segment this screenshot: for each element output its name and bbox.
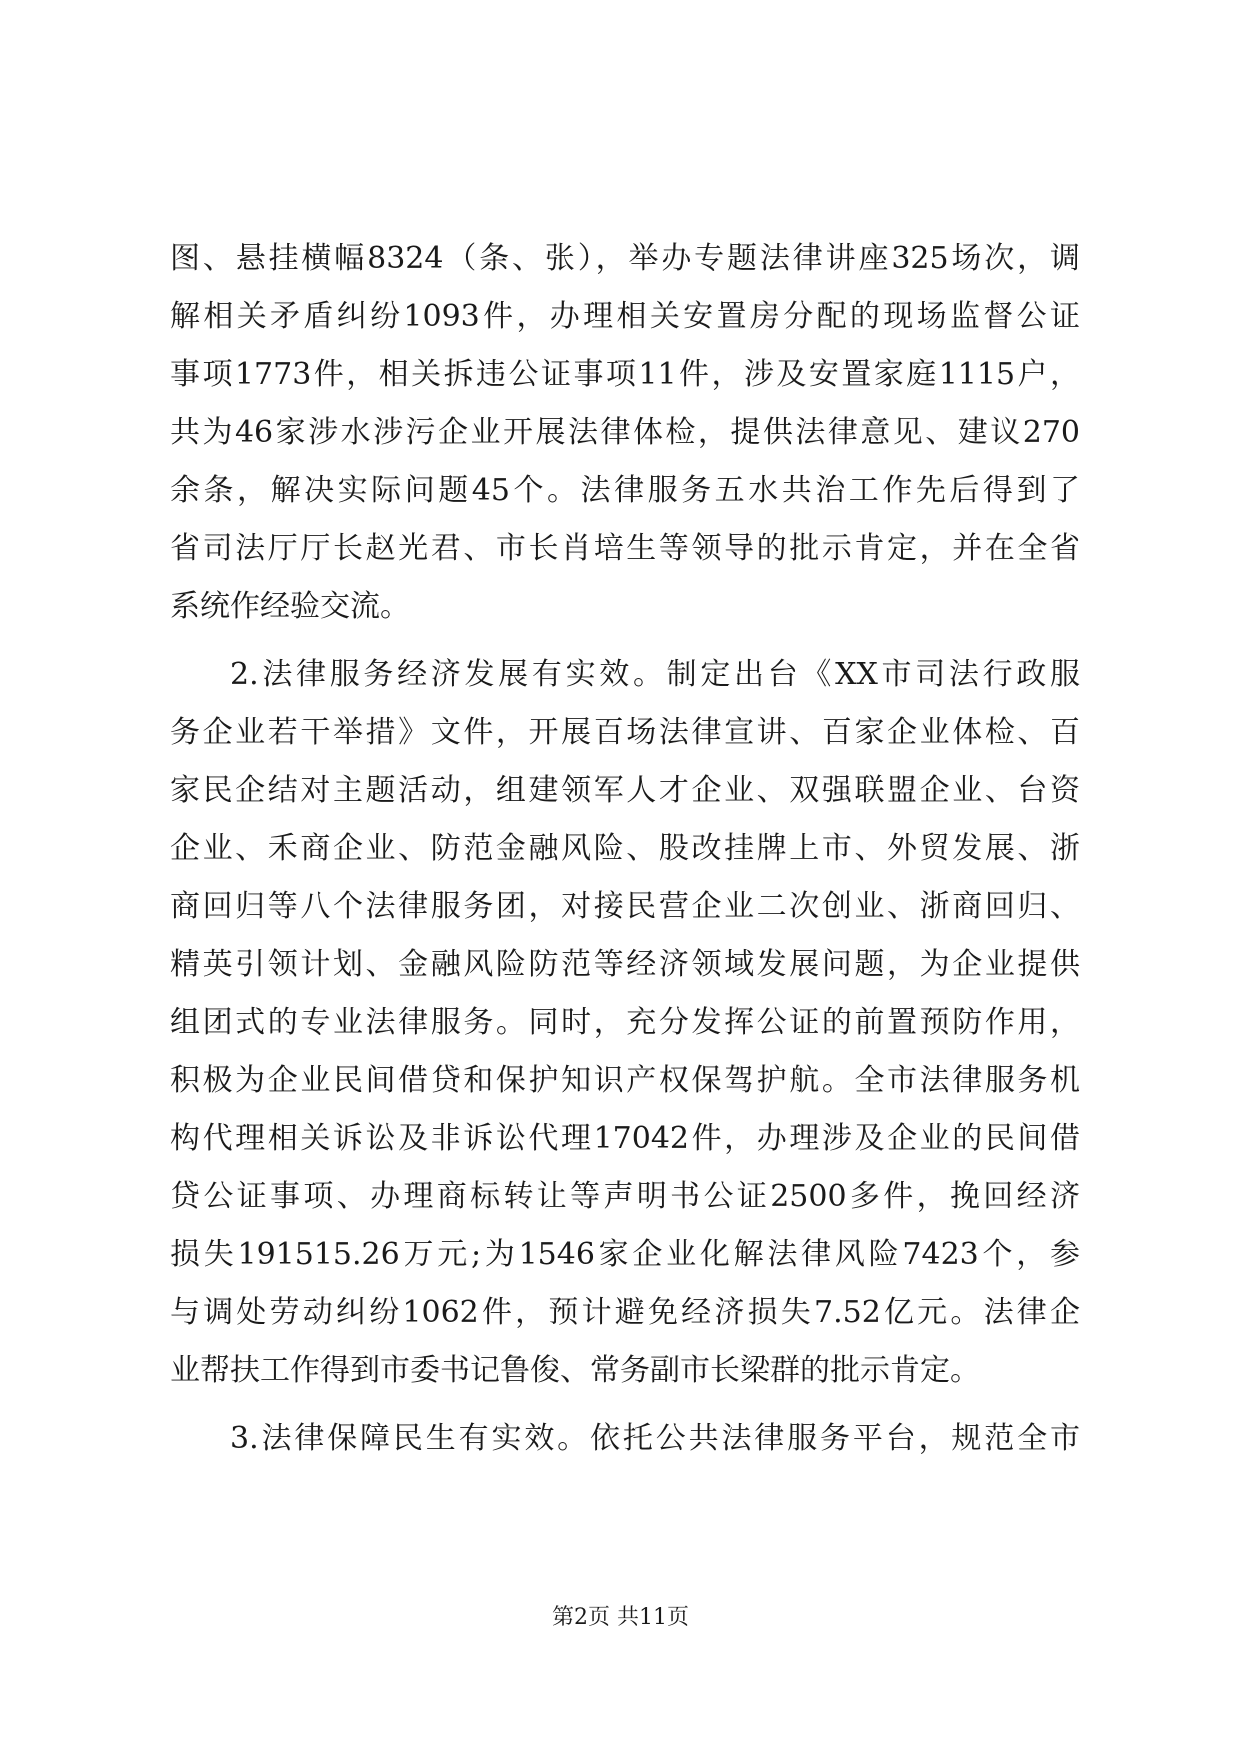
line-text: 2.法律服务经济发展有实效。制定出台《XX市司法行政服 bbox=[230, 657, 1080, 692]
line-text: 精英引领计划、金融风险防范等经济领域发展问题，为企业提供 bbox=[170, 947, 1080, 982]
text-line bbox=[170, 762, 1080, 820]
line-text: 损失191515.26万元;为1546家企业化解法律风险7423个，参 bbox=[170, 1237, 1080, 1272]
text-line bbox=[170, 520, 1080, 578]
line-text: 事项1773件，相关拆违公证事项11件，涉及安置家庭1115户， bbox=[170, 357, 1080, 392]
line-text: 业帮扶工作得到市委书记鲁俊、常务副市长梁群的批示肯定。 bbox=[170, 1353, 980, 1388]
text-line bbox=[170, 820, 1080, 878]
line-text: 省司法厅厅长赵光君、市长肖培生等领导的批示肯定，并在全省 bbox=[170, 531, 1080, 566]
paragraph-gap bbox=[170, 1400, 1080, 1410]
text-line bbox=[170, 1226, 1080, 1284]
line-text: 企业、禾商企业、防范金融风险、股改挂牌上市、外贸发展、浙 bbox=[170, 831, 1080, 866]
text-line bbox=[170, 346, 1080, 404]
text-line bbox=[170, 1342, 1080, 1400]
line-text: 务企业若干举措》文件，开展百场法律宣讲、百家企业体检、百 bbox=[170, 715, 1080, 750]
text-line bbox=[170, 462, 1080, 520]
line-text: 与调处劳动纠纷1062件，预计避免经济损失7.52亿元。法律企 bbox=[170, 1295, 1080, 1330]
text-line bbox=[170, 704, 1080, 762]
line-text: 商回归等八个法律服务团，对接民营企业二次创业、浙商回归、 bbox=[170, 889, 1080, 924]
line-text: 3.法律保障民生有实效。依托公共法律服务平台，规范全市 bbox=[230, 1421, 1080, 1456]
line-text: 构代理相关诉讼及非诉讼代理17042件，办理涉及企业的民间借 bbox=[170, 1121, 1080, 1156]
line-text: 积极为企业民间借贷和保护知识产权保驾护航。全市法律服务机 bbox=[170, 1063, 1080, 1098]
text-line bbox=[170, 404, 1080, 462]
text-line bbox=[170, 994, 1080, 1052]
line-text: 贷公证事项、办理商标转让等声明书公证2500多件，挽回经济 bbox=[170, 1179, 1080, 1214]
document-body bbox=[170, 230, 1080, 1468]
page-number-footer: 第2页 共11页 bbox=[552, 1605, 689, 1630]
text-line bbox=[170, 646, 1080, 704]
line-text: 图、悬挂横幅8324（条、张），举办专题法律讲座325场次，调 bbox=[170, 241, 1080, 276]
text-line bbox=[170, 936, 1080, 994]
text-line bbox=[170, 230, 1080, 288]
text-line bbox=[170, 1168, 1080, 1226]
text-line bbox=[170, 1052, 1080, 1110]
text-line bbox=[170, 1110, 1080, 1168]
text-line bbox=[170, 288, 1080, 346]
line-text: 系统作经验交流。 bbox=[170, 589, 410, 624]
line-text: 解相关矛盾纠纷1093件，办理相关安置房分配的现场监督公证 bbox=[170, 299, 1080, 334]
text-line bbox=[170, 1410, 1080, 1468]
line-text: 余条，解决实际问题45个。法律服务五水共治工作先后得到了 bbox=[170, 473, 1080, 508]
text-line bbox=[170, 578, 1080, 636]
line-text: 共为46家涉水涉污企业开展法律体检，提供法律意见、建议270 bbox=[170, 415, 1080, 450]
line-text: 组团式的专业法律服务。同时，充分发挥公证的前置预防作用， bbox=[170, 1005, 1080, 1040]
line-text: 家民企结对主题活动，组建领军人才企业、双强联盟企业、台资 bbox=[170, 773, 1080, 808]
text-line bbox=[170, 878, 1080, 936]
text-line bbox=[170, 1284, 1080, 1342]
paragraph-gap bbox=[170, 636, 1080, 646]
